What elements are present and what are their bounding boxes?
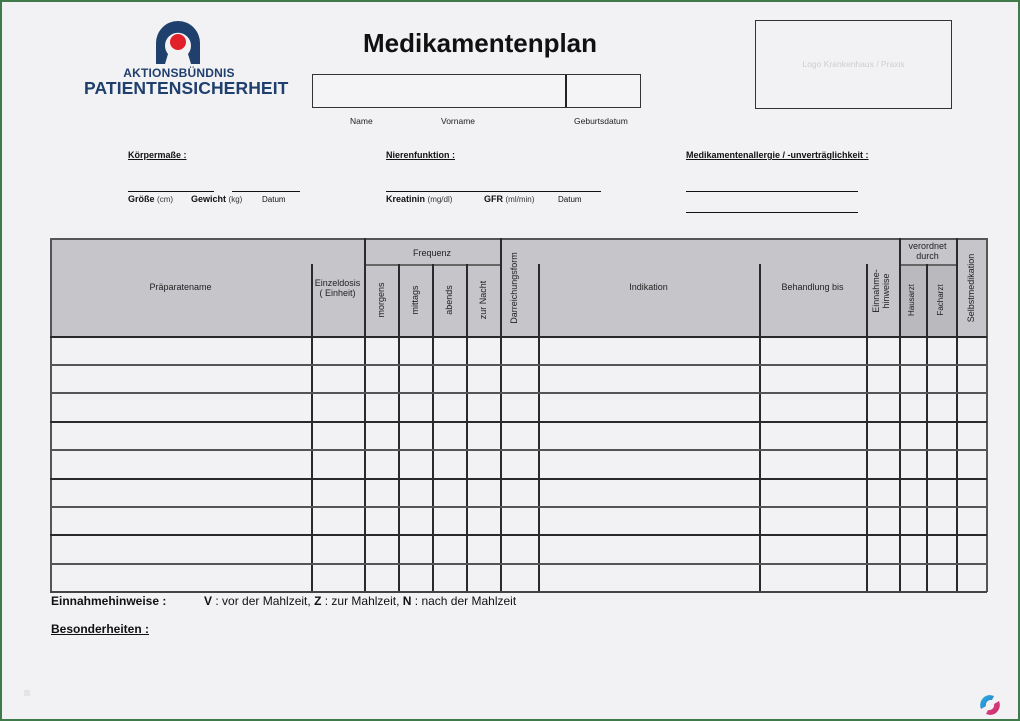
koerpermasse-labels <box>128 194 173 204</box>
groesse-line[interactable] <box>128 191 214 192</box>
name-vorname-field[interactable] <box>313 75 565 107</box>
vorname-label: Vorname <box>441 116 476 126</box>
header-praeparatename: Präparatename <box>149 282 212 292</box>
table-row[interactable] <box>51 337 986 364</box>
groesse-unit: (cm) <box>157 195 174 204</box>
allergie-line-2[interactable] <box>686 212 858 213</box>
legend-n-text: : nach der Mahlzeit <box>411 594 517 608</box>
koerpermasse-datum-label: Datum <box>262 195 286 204</box>
table-row[interactable] <box>51 393 986 421</box>
header-einnahmehinweise <box>871 246 893 336</box>
header-frequenz: Frequenz <box>412 248 452 258</box>
nierenfunktion-title: Nierenfunktion : <box>386 150 455 160</box>
header-zur-nacht: zur Nacht <box>478 280 488 320</box>
legend-z-text: : zur Mahlzeit, <box>321 594 403 608</box>
groesse-label: Größe <box>128 194 155 204</box>
corner-mark <box>24 690 30 696</box>
nierenfunktion-line[interactable] <box>386 191 601 192</box>
legend-v-text: : vor der Mahlzeit, <box>212 594 315 608</box>
legend-text <box>204 594 516 608</box>
table-row[interactable] <box>51 450 986 478</box>
logo-placeholder-box <box>755 20 952 109</box>
legend-n-key: N <box>402 594 412 608</box>
header-einzeldosis-line2: ( Einheit) <box>319 288 356 298</box>
header-facharzt: Facharzt <box>936 284 945 316</box>
header-darreichungsform: Darreichungsform <box>509 252 519 324</box>
table-row[interactable] <box>51 535 986 563</box>
page-title: Medikamentenplan <box>362 28 598 58</box>
header-abends: abends <box>444 285 454 315</box>
kreatinin-label: Kreatinin <box>386 194 426 204</box>
einnahmehinweise-legend <box>51 594 517 608</box>
legend-label: Einnahmehinweise : <box>51 594 167 608</box>
legend-v-key: V <box>204 594 213 608</box>
header-hausarzt: Hausarzt <box>907 284 916 317</box>
gfr-labels <box>484 194 534 204</box>
legend-z-key: Z <box>314 594 322 608</box>
header-einnahme-line1: Einnahme- <box>871 269 881 313</box>
header-einzeldosis-line1: Einzeldosis <box>314 278 361 288</box>
gewicht-unit: (kg) <box>228 195 243 204</box>
geburtsdatum-label: Geburtsdatum <box>574 116 628 126</box>
logo-text-line1: AKTIONSBÜNDNIS <box>123 66 235 80</box>
header-indikation: Indikation <box>629 282 668 292</box>
table-row[interactable] <box>51 564 986 591</box>
table-row[interactable] <box>51 507 986 534</box>
allergie-line-1[interactable] <box>686 191 858 192</box>
table-top-border <box>50 238 987 240</box>
header-behandlung-bis: Behandlung bis <box>781 282 844 292</box>
aktionsbuendnis-logo-icon <box>155 20 201 64</box>
patient-name-box <box>312 74 641 108</box>
gewicht-labels <box>191 194 242 204</box>
header-einzeldosis <box>311 278 364 298</box>
header-mittags: mittags <box>410 285 420 315</box>
verordnet-group-line <box>899 264 956 266</box>
row-border-9 <box>50 591 987 593</box>
kreatinin-labels <box>386 194 452 204</box>
header-einnahme-line2: hinweise <box>881 273 891 309</box>
geburtsdatum-field[interactable] <box>567 75 641 107</box>
header-verordnet-line1: verordnet <box>908 241 947 251</box>
table-row[interactable] <box>51 365 986 392</box>
logo-placeholder-text: Logo Krankenhaus / Praxis <box>802 59 905 69</box>
gfr-unit: (ml/min) <box>505 195 535 204</box>
gewicht-line[interactable] <box>232 191 300 192</box>
koerpermasse-title: Körpermaße : <box>128 150 187 160</box>
besonderheiten-title: Besonderheiten : <box>51 622 150 636</box>
header-verordnet-line2: durch <box>916 251 939 261</box>
name-label: Name <box>350 116 373 126</box>
nierenfunktion-datum-label: Datum <box>558 195 582 204</box>
allergie-title: Medikamentenallergie / -unverträglichkeit : <box>686 150 869 160</box>
header-verordnet-durch <box>899 241 956 261</box>
logo-text-line2: PATIENTENSICHERHEIT <box>84 78 289 98</box>
header-morgens: morgens <box>376 282 386 318</box>
header-selbstmedikation: Selbstmedikation <box>966 253 976 323</box>
col-border-right <box>986 238 988 592</box>
table-row[interactable] <box>51 479 986 506</box>
gewicht-label: Gewicht <box>191 194 227 204</box>
gfr-label: GFR <box>484 194 503 204</box>
watermark-badge-icon <box>978 693 1002 717</box>
kreatinin-unit: (mg/dl) <box>427 195 453 204</box>
table-row[interactable] <box>51 422 986 449</box>
